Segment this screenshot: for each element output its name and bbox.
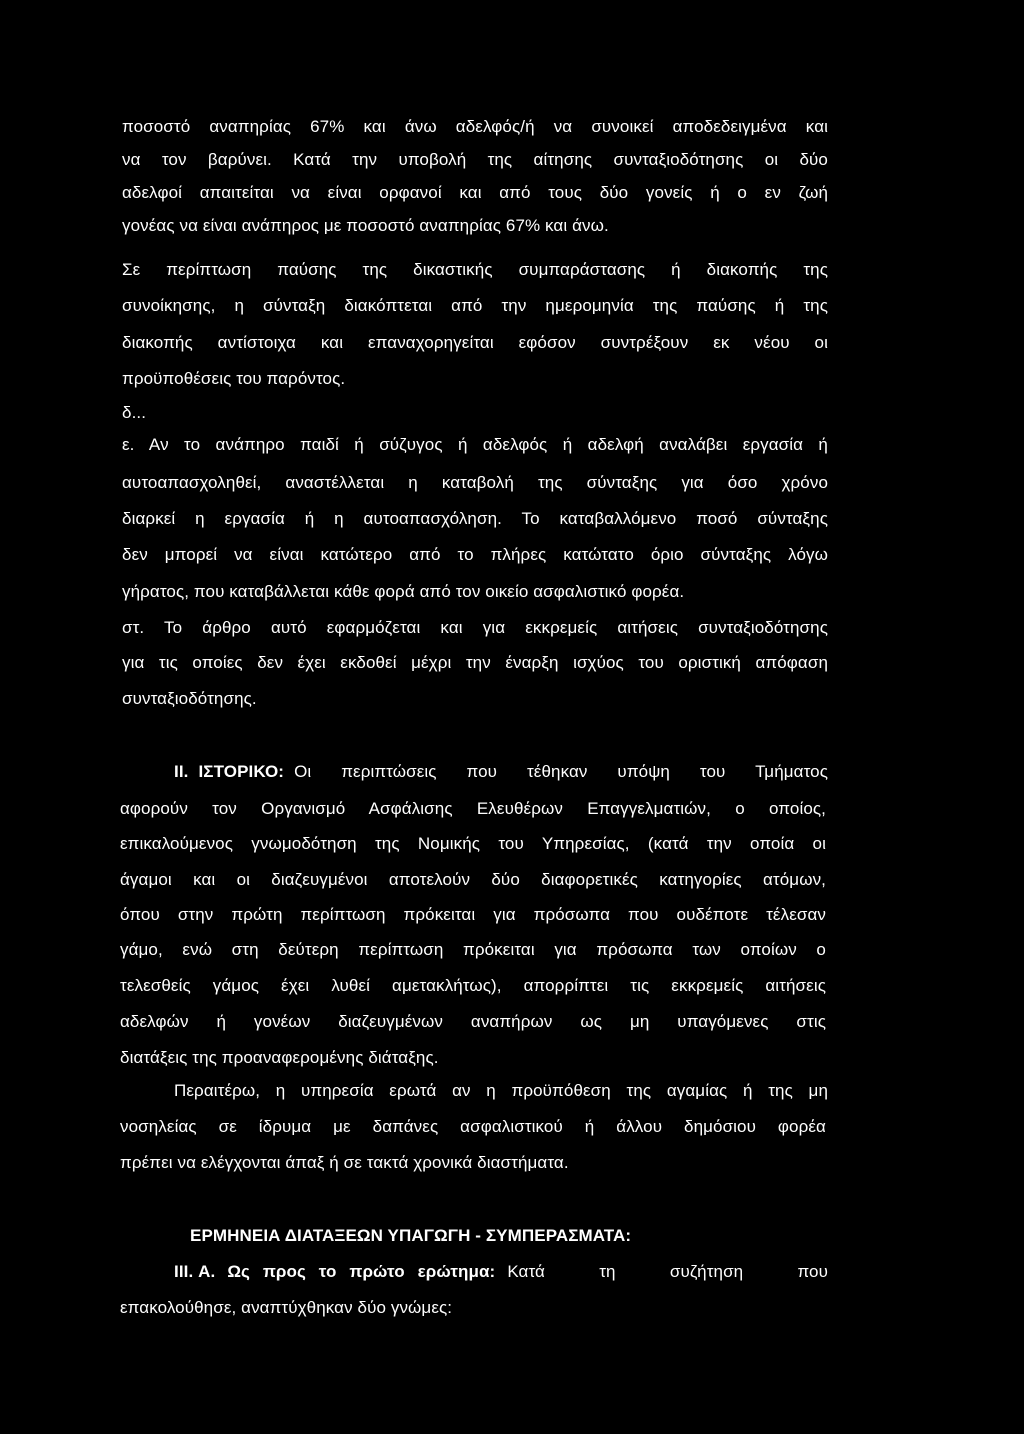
text-line: Περαιτέρω, η υπηρεσία ερωτά αν η προϋπόθεση της αγαμίας ή της μη — [174, 1081, 828, 1100]
text-line: διαρκεί η εργασία ή η αυτοαπασχόληση. Το καταβαλλόμενο ποσό σύνταξης — [122, 509, 828, 528]
text-line: αφορούν τον Οργανισμό Ασφάλισης Ελευθέρων Επαγγελματιών, ο οποίος, — [120, 799, 826, 818]
text-line: γάμο, ενώ στη δεύτερη περίπτωση πρόκειται για πρόσωπα των οποίων ο — [120, 940, 826, 959]
text-line: άγαμοι και οι διαζευγμένοι αποτελούν δύο διαφορετικές κατηγορίες ατόμων, — [120, 870, 826, 889]
text-line: αυτοαπασχοληθεί, αναστέλλεται η καταβολή της σύνταξης για όσο χρόνο — [122, 473, 828, 492]
section-iii-question: Ως προς το πρώτο ερώτημα: — [227, 1262, 496, 1281]
text-line: επικαλούμενος γνωμοδότηση της Νομικής του Υπηρεσίας, (κατά την οποία οι — [120, 834, 826, 853]
text-line: αδελφοί απαιτείται να είναι ορφανοί και από τους δύο γονείς ή ο εν ζωή — [122, 183, 828, 202]
text-line: ποσοστό αναπηρίας 67% και άνω αδελφός/ή να συνοικεί αποδεδειγμένα και — [122, 117, 828, 136]
text-line: Οι περιπτώσεις που τέθηκαν υπόψη του Τμήματος — [294, 762, 828, 781]
text-line: συνοίκησης, η σύνταξη διακόπτεται από την ημερομηνία της παύσης ή της — [122, 296, 828, 315]
text-line: προϋποθέσεις του παρόντος. — [122, 369, 346, 388]
text-line: διακοπής αντίστοιχα και επαναχορηγείται εφόσον συντρέξουν εκ νέου οι — [122, 333, 828, 352]
text-line: συνταξιοδότησης. — [122, 689, 257, 708]
section-iii-line — [174, 1261, 828, 1283]
text-line: επακολούθησε, αναπτύχθηκαν δύο γνώμες: — [120, 1298, 453, 1317]
text-line: τελεσθείς γάμος έχει λυθεί αμετακλήτως), απορρίπτει τις εκκρεμείς αιτήσεις — [120, 976, 826, 995]
text-line: Κατά τη συζήτηση που — [507, 1262, 828, 1281]
text-line: γήρατος, που καταβάλλεται κάθε φορά από τον οικείο ασφαλιστικό φορέα. — [122, 582, 685, 601]
text-line: αδελφών ή γονέων διαζευγμένων αναπήρων ως μη υπαγόμενες στις — [120, 1012, 826, 1031]
section-ii-heading: ΙΣΤΟΡΙΚΟ: — [198, 762, 285, 781]
section-ii-line — [174, 761, 828, 783]
text-line: στ. Το άρθρο αυτό εφαρμόζεται και για εκκρεμείς αιτήσεις συνταξιοδότησης — [122, 618, 828, 637]
text-line: όπου στην πρώτη περίπτωση πρόκειται για πρόσωπα που ουδέποτε τέλεσαν — [120, 905, 826, 924]
section-ii-label: II. — [174, 762, 189, 781]
text-line: ε. Αν το ανάπηρο παιδί ή σύζυγος ή αδελφός ή αδελφή αναλάβει εργασία ή — [122, 435, 828, 454]
section-iii-label: III. Α. — [174, 1262, 216, 1281]
text-line: δ... — [122, 403, 147, 422]
text-line: δεν μπορεί να είναι κατώτερο από το πλήρες κατώτατο όριο σύνταξης λόγω — [122, 545, 828, 564]
text-line: να τον βαρύνει. Κατά την υποβολή της αίτησης συνταξιοδότησης οι δύο — [122, 150, 828, 169]
text-line: γονέας να είναι ανάπηρος με ποσοστό αναπηρίας 67% και άνω. — [122, 216, 609, 235]
interpretation-heading: ΕΡΜΗΝΕΙΑ ΔΙΑΤΑΞΕΩΝ ΥΠΑΓΩΓΗ - ΣΥΜΠΕΡΑΣΜΑΤΑ: — [190, 1226, 632, 1245]
text-line: διατάξεις της προαναφερομένης διάταξης. — [120, 1048, 439, 1067]
text-line: Σε περίπτωση παύσης της δικαστικής συμπαράστασης ή διακοπής της — [122, 260, 828, 279]
text-line: πρέπει να ελέγχονται άπαξ ή σε τακτά χρονικά διαστήματα. — [120, 1153, 569, 1172]
text-line: νοσηλείας σε ίδρυμα με δαπάνες ασφαλιστικού ή άλλου δημόσιου φορέα — [120, 1117, 826, 1136]
text-line: για τις οποίες δεν έχει εκδοθεί μέχρι την έναρξη ισχύος του οριστική απόφαση — [122, 653, 828, 672]
